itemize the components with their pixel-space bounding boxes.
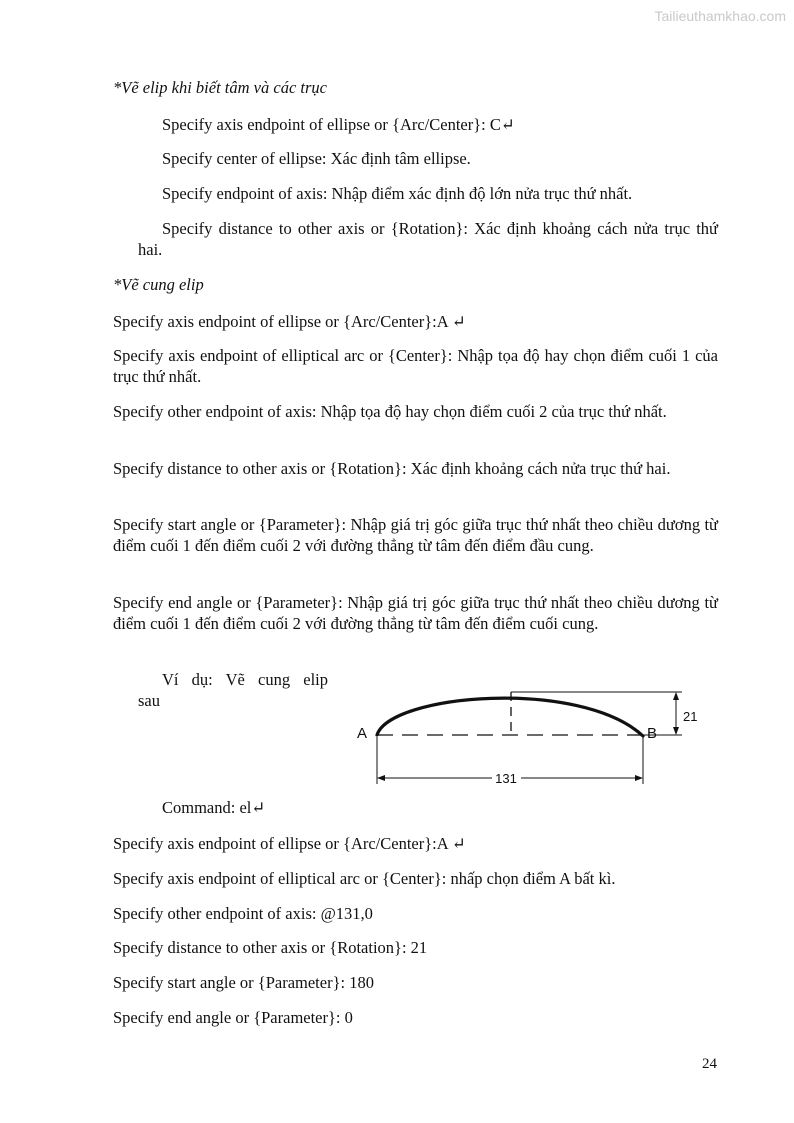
point-a-label: A <box>357 725 368 742</box>
height-arrow-bottom <box>673 727 679 735</box>
watermark: Tailieuthamkhao.com <box>654 8 786 24</box>
instruction-line: Specify axis endpoint of elliptical arc or {Center}: Nhập tọa độ hay chọn điểm cuối 1 của trục thứ nhất. <box>113 346 718 386</box>
command-line: Specify end angle or {Parameter}: 0 <box>113 1008 353 1027</box>
command-line: Specify axis endpoint of elliptical arc or {Center}: nhấp chọn điểm A bất kì. <box>113 869 616 888</box>
elliptical-arc-figure <box>340 670 700 790</box>
section-title-ellipse-center-axes: *Vẽ elip khi biết tâm và các trục <box>113 78 327 97</box>
instruction-line: Specify endpoint of axis: Nhập điểm xác định độ lớn nửa trục thứ nhất. <box>162 184 633 203</box>
instruction-line: Specify axis endpoint of ellipse or {Arc/Center}: C↵ <box>162 115 515 134</box>
command-line: Specify start angle or {Parameter}: 180 <box>113 973 374 992</box>
instruction-line: Specify distance to other axis or {Rotation}: Xác định khoảng cách nửa trục thứ hai. <box>138 219 718 259</box>
example-caption-line1: Ví dụ: Vẽ cung elip <box>162 670 328 689</box>
point-b-label: B <box>647 725 658 742</box>
elliptical-arc <box>377 698 643 736</box>
example-caption-line2: sau <box>138 691 160 710</box>
example-caption <box>138 669 328 711</box>
width-arrow-right <box>635 775 643 781</box>
section-title-elliptical-arc: *Vẽ cung elip <box>113 275 204 294</box>
instruction-line: Specify distance to other axis or {Rotation}: Xác định khoảng cách nửa trục thứ hai. <box>113 459 671 478</box>
instruction-line: Specify axis endpoint of ellipse or {Arc/Center}:A ↵ <box>113 312 466 331</box>
width-arrow-left <box>377 775 385 781</box>
height-arrow-top <box>673 692 679 700</box>
width-label: 131 <box>495 771 517 786</box>
page-number: 24 <box>702 1056 717 1072</box>
instruction-line: Specify start angle or {Parameter}: Nhập giá trị góc giữa trục thứ nhất theo chiều dương từ điểm cuối 1 đến điểm cuối 2 với đường thẳng từ tâm đến điểm đầu cung. <box>113 515 718 555</box>
command-line: Specify distance to other axis or {Rotation}: 21 <box>113 938 428 957</box>
instruction-line: Specify center of ellipse: Xác định tâm ellipse. <box>162 149 471 168</box>
instruction-line: Specify other endpoint of axis: Nhập tọa độ hay chọn điểm cuối 2 của trục thứ nhất. <box>113 402 667 421</box>
instruction-line: Specify end angle or {Parameter}: Nhập giá trị góc giữa trục thứ nhất theo chiều dương từ điểm cuối 1 đến điểm cuối 2 với đường thẳng từ tâm đến điểm cuối cung. <box>113 593 718 633</box>
command-line: Specify other endpoint of axis: @131,0 <box>113 904 373 923</box>
command-line: Specify axis endpoint of ellipse or {Arc/Center}:A ↵ <box>113 834 466 853</box>
command-line: Command: el↵ <box>162 798 266 817</box>
height-label: 21 <box>683 709 698 724</box>
